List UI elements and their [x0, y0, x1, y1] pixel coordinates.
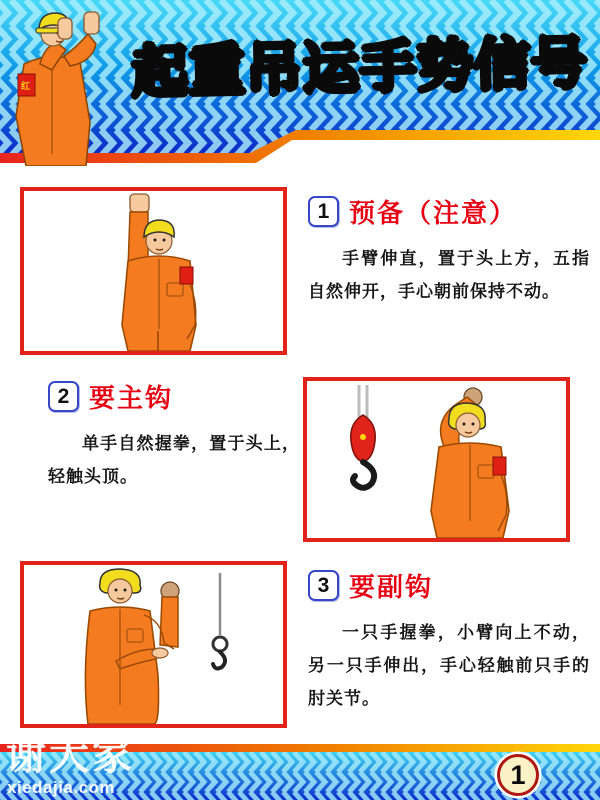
header-banner: [0, 0, 600, 172]
section-2-body: 单手自然握拳，置于头上，轻触头顶。: [48, 434, 300, 487]
page-number: 1: [510, 759, 526, 790]
section-2-number-badge: 2: [48, 381, 79, 412]
signal-3-illustration: [24, 565, 283, 724]
watermark-brand: 谢大家: [6, 734, 135, 778]
main-hook-icon: [351, 385, 376, 488]
section-3: [308, 567, 590, 715]
section-1-heading-row: [308, 193, 590, 230]
signal-2-illustration: [307, 381, 566, 538]
section-3-number-badge: 3: [308, 570, 339, 601]
header-worker-illustration: [0, 4, 135, 166]
section-3-body: 一只手握拳，小臂向上不动，另一只手伸出，手心轻触前只手的肘关节。: [308, 623, 590, 709]
poster-title: 起重吊运手势信号: [131, 31, 589, 104]
section-2-heading: 要主钩: [89, 383, 174, 413]
aux-hook-icon: [213, 573, 227, 668]
section-2: [48, 378, 300, 493]
section-1-body: 手臂伸直，置于头上方，五指自然伸开，手心朝前保持不动。: [308, 249, 590, 302]
section-3-heading-row: [308, 567, 590, 604]
section-1-number-badge: 1: [308, 196, 339, 227]
section-1: [308, 193, 590, 308]
signal-1-illustration: [24, 191, 283, 351]
watermark-site-url: xiedajia.com: [7, 778, 116, 797]
signal-3-image-frame: [20, 561, 287, 728]
section-2-heading-row: [48, 378, 300, 415]
signal-1-image-frame: [20, 187, 287, 355]
page-number-badge: [497, 754, 539, 796]
section-1-heading: 预备（注意）: [349, 198, 518, 228]
svg-text:红: 红: [21, 81, 31, 91]
section-3-heading: 要副钩: [349, 572, 434, 602]
signal-2-image-frame: [303, 377, 570, 542]
